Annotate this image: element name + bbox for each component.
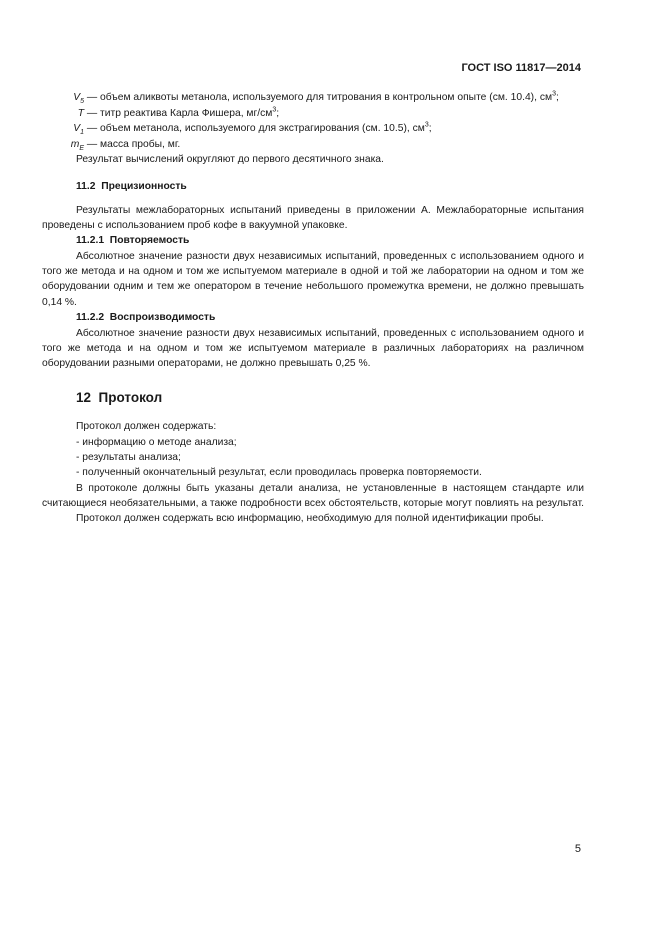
definitions-list: [62, 90, 584, 152]
list-item: - полученный окончательный результат, если проводилась проверка повторяемости.: [76, 467, 482, 479]
protocol-paragraph-1: В протоколе должны быть указаны детали анализа, не установленные в настоящем стандарте или считающиеся необязательными, а также подробности всех обстоятельств, которые могут повлиять на результат.: [42, 482, 584, 509]
definition-item: $V_5$ — объем аликвоты метанола, используемого для титрования в контрольном опыте (см. 10.4), $см^3$;: [73, 90, 559, 106]
rounding-note: Результат вычислений округляют до первого десятичного знака.: [76, 154, 384, 165]
paragraph-11-2: Результаты межлабораторных испытаний приведены в приложении А. Межлабораторные испытания проведены с использованием проб кофе в вакуумной упаковке.: [42, 204, 584, 232]
document-header: ГОСТ ISO 11817—2014: [461, 62, 581, 74]
page-content: [42, 90, 584, 527]
protocol-paragraph-2: Протокол должен содержать всю информацию, необходимую для полной идентификации пробы.: [76, 513, 544, 525]
paragraph-11-2-2: Абсолютное значение разности двух независимых испытаний, проведенных с использованием одного и того же метода и на одном и том же испытуемом материале в различных лабораториях на различном оборудовании разными операторами, не должно превышать 0,25 %.: [42, 327, 584, 370]
protocol-intro: Протокол должен содержать:: [76, 421, 217, 433]
heading-11-2-1: 11.2.1 Повторяемость: [76, 235, 190, 247]
definition-item: T — титр реактива Карла Фишера, $мг/см^3$;: [77, 106, 280, 119]
list-item: - результаты анализа;: [76, 452, 181, 464]
paragraph-11-2-1: Абсолютное значение разности двух независимых испытаний, проведенных с использованием одного и того же метода и на одном и том же испытуемом материале в одной и той же лаборатории на одном и том же оборудовании одним и тем же оператором в течение небольшого промежутка времени, не должно превышать 0,14 %.: [42, 250, 584, 308]
definition-item: $m_E$ — масса пробы, мг.: [70, 138, 181, 152]
heading-12: 12 Протокол: [76, 390, 163, 406]
heading-11-2: 11.2 Прецизионность: [76, 181, 187, 193]
page-number: 5: [574, 843, 581, 855]
list-item: - информацию о методе анализа;: [76, 436, 237, 448]
heading-11-2-2: 11.2.2 Воспроизводимость: [76, 312, 216, 324]
definition-item: $V_1$ — объем метанола, используемого для экстрагирования (см. 10.5), $см^3$;: [73, 121, 432, 137]
